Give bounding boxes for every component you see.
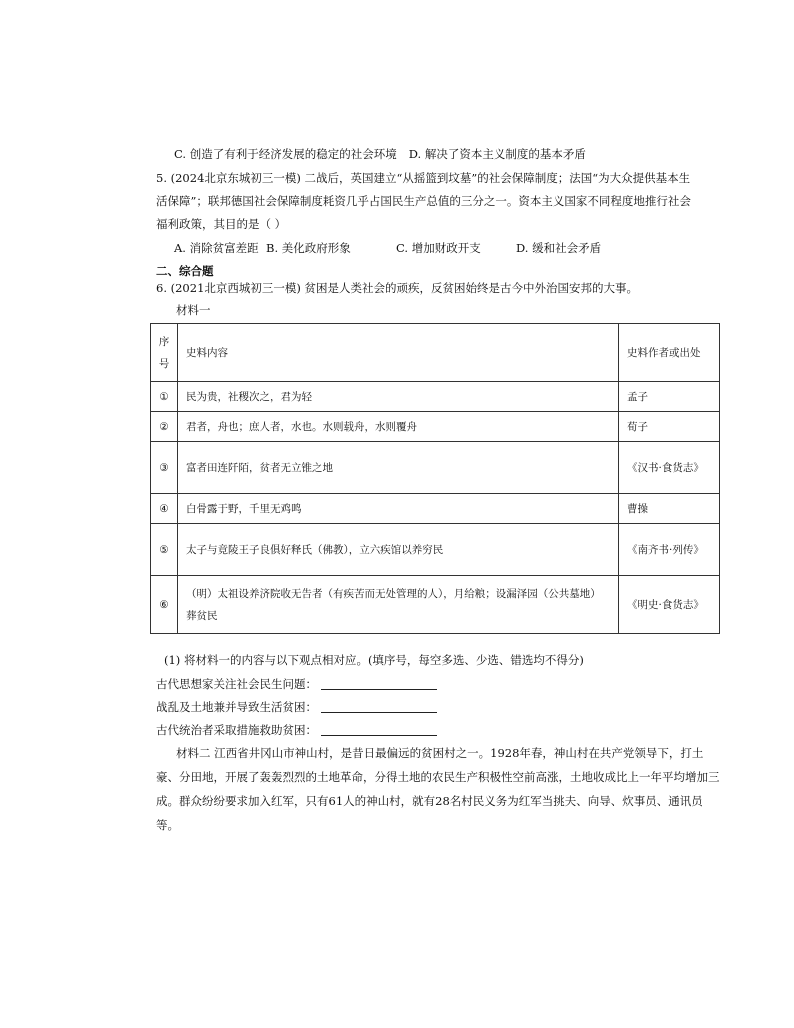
row-number: ① [151,382,178,412]
row-source: 《南齐书·列传》 [619,524,720,576]
header-content: 史料内容 [178,324,619,382]
q5-stem-line3: 福利政策，其目的是（ ） [156,217,287,231]
table-row [151,576,720,634]
row-number: ⑤ [151,524,178,576]
row-source: 《明史·食货志》 [619,576,720,634]
material1-label: 材料一 [176,303,211,317]
section-title: 二、综合题 [156,264,214,278]
material2-paragraph: 材料二 江西省井冈山市神山村，是昔日最偏远的贫困村之一。1928年春，神山村在共产党领导下，打土豪、分田地，开展了轰轰烈烈的土地革命，分得土地的农民生产积极性空前高涨，土地收成比上一年平均增加三成。群众纷纷要求加入红军，只有61人的神山村，就有28名村民义务为红军当挑夫、向导、炊事员、通讯员等。 [156,746,720,832]
answer-label: 战乱及土地兼并导致生活贫困： [156,700,317,714]
q5-stem-line1: 5. (2024北京东城初三一模) 二战后，英国建立“从摇篮到坟墓”的社会保障制度；法国“为大众提供基本生 [156,171,691,185]
header-source: 史料作者或出处 [619,324,720,382]
table-header-row [151,324,720,382]
table-row [151,412,720,442]
row-number: ② [151,412,178,442]
row-content: 君者，舟也；庶人者，水也。水则载舟，水则覆舟 [178,412,619,442]
row-content: 白骨露于野，千里无鸡鸣 [178,494,619,524]
row-content: 民为贵，社稷次之，君为轻 [178,382,619,412]
header-no: 序号 [151,324,178,382]
table-row [151,524,720,576]
source-table [150,323,720,634]
table-row [151,494,720,524]
q5-option-c[interactable]: C. 增加财政开支 [396,241,481,255]
q5-options [174,241,601,255]
row-source: 孟子 [619,382,720,412]
q4-option-d[interactable]: D. 解决了资本主义制度的基本矛盾 [408,147,586,161]
table-row [151,382,720,412]
row-source: 荀子 [619,412,720,442]
row-source: 《汉书·食货志》 [619,442,720,494]
row-source: 曹操 [619,494,720,524]
q5-option-a[interactable]: A. 消除贫富差距 [174,241,259,255]
q4-options-cd [174,147,586,161]
sub1-prompt: (1) 将材料一的内容与以下观点相对应。(填序号，每空多选、少选、错选均不得分) [164,653,584,667]
answer-line-2 [156,700,437,714]
table-row [151,442,720,494]
q4-option-c[interactable]: C. 创造了有利于经济发展的稳定的社会环境 [174,147,397,161]
row-content: 太子与竟陵王子良俱好释氏（佛教），立六疾馆以养穷民 [178,524,619,576]
row-number: ⑥ [151,576,178,634]
row-number: ④ [151,494,178,524]
answer-blank[interactable] [321,678,437,690]
row-content: （明）太祖设养济院收无告者（有疾苦而无处管理的人），月给粮；设漏泽园（公共墓地）葬贫民 [178,576,619,634]
q5-stem-line2: 活保障”；联邦德国社会保障制度耗资几乎占国民生产总值的三分之一。资本主义国家不同程度地推行社会 [156,194,691,208]
answer-line-3 [156,723,437,737]
q5-option-b[interactable]: B. 美化政府形象 [266,241,351,255]
answer-label: 古代统治者采取措施救助贫困： [156,723,317,737]
row-number: ③ [151,442,178,494]
answer-blank[interactable] [321,724,437,736]
row-content: 富者田连阡陌，贫者无立锥之地 [178,442,619,494]
q6-stem: 6. (2021北京西城初三一模) 贫困是人类社会的顽疾，反贫困始终是古今中外治国安邦的大事。 [156,281,639,295]
q5-option-d[interactable]: D. 缓和社会矛盾 [516,241,602,255]
answer-label: 古代思想家关注社会民生问题： [156,677,317,691]
answer-line-1 [156,677,437,691]
answer-blank[interactable] [321,701,437,713]
